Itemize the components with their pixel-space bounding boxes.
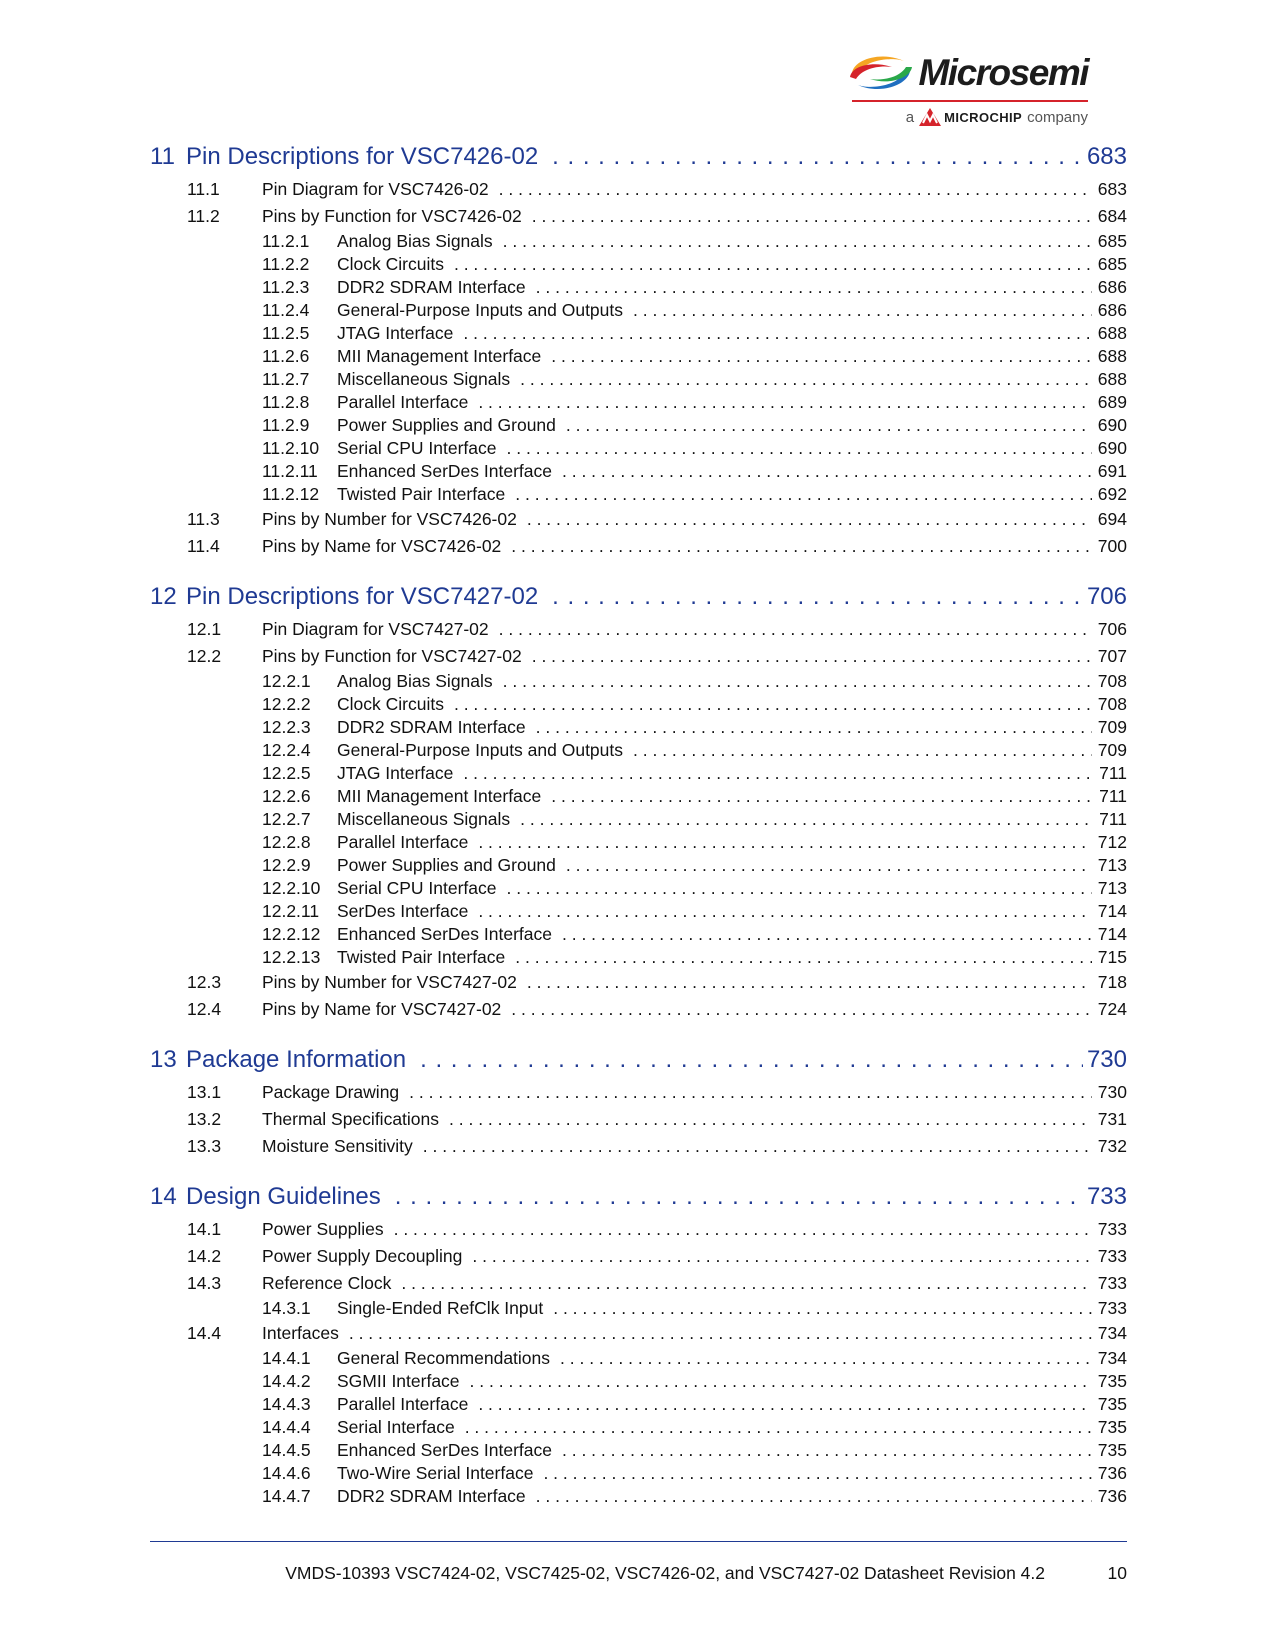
dot-leader (423, 1133, 1092, 1160)
subsection-page-number: 736 (1097, 1463, 1127, 1483)
subsection-number: 12.2.11 (262, 901, 320, 921)
subsection-page-number: 735 (1097, 1394, 1127, 1414)
dot-leader (515, 483, 1092, 506)
subsection-number: 12.2.7 (262, 809, 311, 829)
section-number: 12.1 (187, 619, 222, 639)
subsection-title: Parallel Interface (337, 392, 469, 412)
toc-section-link[interactable] (150, 1320, 1127, 1347)
dot-leader (478, 391, 1091, 414)
chapter-title: Pin Descriptions for VSC7426-02 (186, 143, 539, 170)
microchip-icon (919, 108, 941, 126)
toc-chapter-link[interactable] (150, 1178, 1127, 1216)
subsection-number: 12.2.12 (262, 924, 321, 944)
dot-leader (562, 923, 1092, 946)
dot-leader (511, 533, 1092, 560)
dot-leader (449, 1106, 1092, 1133)
subsection-number: 11.2.10 (262, 438, 320, 458)
footer-document-title: VMDS-10393 VSC7424-02, VSC7425-02, VSC7426-02, and VSC7427-02 Datasheet Revision 4.2 (285, 1563, 1045, 1583)
dot-leader (454, 253, 1092, 276)
subsection-title: JTAG Interface (337, 763, 454, 783)
section-number: 12.4 (187, 999, 222, 1019)
toc-section-link[interactable] (150, 1216, 1127, 1243)
toc-subsection-link[interactable] (150, 1297, 1127, 1320)
section-number: 11.1 (187, 179, 220, 199)
subsection-page-number: 735 (1097, 1440, 1127, 1460)
subsection-title: Parallel Interface (337, 1394, 469, 1414)
chapter-page-number: 706 (1086, 583, 1127, 610)
section-page-number: 718 (1097, 972, 1127, 992)
subsection-number: 11.2.6 (262, 346, 310, 366)
subsection-page-number: 685 (1097, 254, 1127, 274)
subsection-page-number: 736 (1097, 1486, 1127, 1506)
dot-leader (532, 203, 1092, 230)
subsection-page-number: 712 (1097, 832, 1127, 852)
subsection-number: 14.4.2 (262, 1371, 311, 1391)
subsection-number: 12.2.10 (262, 878, 321, 898)
subsection-title: Enhanced SerDes Interface (337, 924, 552, 944)
subsection-title: Parallel Interface (337, 832, 469, 852)
dot-leader (511, 996, 1092, 1023)
dot-leader (503, 230, 1092, 253)
chapter-page-number: 730 (1086, 1046, 1127, 1073)
dot-leader (463, 762, 1093, 785)
toc-subsection-link[interactable] (150, 1462, 1127, 1485)
toc-subsection-link[interactable] (150, 900, 1127, 923)
dot-leader (349, 1320, 1092, 1347)
subsection-number: 12.2.13 (262, 947, 321, 967)
dot-leader (499, 176, 1092, 203)
chapter-number: 11 (150, 143, 175, 170)
section-title: Power Supplies (262, 1219, 384, 1239)
dot-leader (551, 785, 1093, 808)
subsection-page-number: 708 (1097, 694, 1127, 714)
subsection-page-number: 688 (1097, 346, 1127, 366)
toc-section-link[interactable] (150, 969, 1127, 996)
table-of-contents (150, 138, 1127, 1526)
subsection-title: DDR2 SDRAM Interface (337, 277, 526, 297)
dot-leader (503, 670, 1092, 693)
toc-chapter-link[interactable] (150, 578, 1127, 616)
section-number: 13.2 (187, 1109, 222, 1129)
subsection-title: SGMII Interface (337, 1371, 460, 1391)
subsection-page-number: 715 (1097, 947, 1127, 967)
chapter-title: Pin Descriptions for VSC7427-02 (186, 583, 539, 610)
subsection-page-number: 735 (1097, 1417, 1127, 1437)
subsection-title: Single-Ended RefClk Input (337, 1298, 544, 1318)
dot-leader (499, 616, 1092, 643)
subsection-number: 11.2.4 (262, 300, 310, 320)
subsection-number: 14.4.1 (262, 1348, 311, 1368)
subsection-page-number: 734 (1097, 1348, 1127, 1368)
toc-subsection-link[interactable] (150, 693, 1127, 716)
subsection-number: 12.2.1 (262, 671, 311, 691)
toc-chapter (150, 138, 1127, 560)
section-title: Pins by Name for VSC7426-02 (262, 536, 502, 556)
subsection-title: SerDes Interface (337, 901, 469, 921)
section-title: Pin Diagram for VSC7426-02 (262, 179, 489, 199)
subsection-title: Analog Bias Signals (337, 671, 493, 691)
section-page-number: 683 (1097, 179, 1127, 199)
subsection-page-number: 735 (1097, 1371, 1127, 1391)
chapter-number: 14 (150, 1183, 177, 1210)
subsection-number: 11.2.12 (262, 484, 320, 504)
subsection-number: 11.2.5 (262, 323, 310, 343)
toc-subsection-link[interactable] (150, 877, 1127, 900)
subsection-page-number: 714 (1097, 924, 1127, 944)
subsection-number: 11.2.11 (262, 461, 318, 481)
dot-leader (551, 345, 1092, 368)
subsection-page-number: 711 (1099, 786, 1127, 806)
toc-section-link[interactable] (150, 203, 1127, 230)
subsection-page-number: 689 (1097, 392, 1127, 412)
subsection-title: Two-Wire Serial Interface (337, 1463, 534, 1483)
dot-leader (562, 460, 1092, 483)
section-title: Interfaces (262, 1323, 339, 1343)
subsection-number: 12.2.6 (262, 786, 311, 806)
section-page-number: 707 (1097, 646, 1127, 666)
toc-section-link[interactable] (150, 616, 1127, 643)
section-title: Pins by Name for VSC7427-02 (262, 999, 502, 1019)
section-title: Reference Clock (262, 1273, 392, 1293)
section-page-number: 732 (1097, 1136, 1127, 1156)
dot-leader (472, 1243, 1091, 1270)
chapter-title: Design Guidelines (186, 1183, 381, 1210)
section-number: 14.1 (187, 1219, 222, 1239)
dot-leader (507, 877, 1092, 900)
subsection-page-number: 711 (1099, 809, 1127, 829)
brand-name: Microsemi (918, 52, 1088, 93)
subsection-title: Enhanced SerDes Interface (337, 461, 552, 481)
toc-subsection-link[interactable] (150, 670, 1127, 693)
dot-leader (633, 299, 1092, 322)
toc-section-link[interactable] (150, 1106, 1127, 1133)
chapter-page-number: 733 (1086, 1183, 1127, 1210)
section-title: Pins by Function for VSC7427-02 (262, 646, 522, 666)
dot-leader (478, 831, 1091, 854)
subsection-page-number: 692 (1097, 484, 1127, 504)
toc-chapter-link[interactable] (150, 1041, 1127, 1079)
subsection-title: MII Management Interface (337, 346, 542, 366)
toc-section-link[interactable] (150, 1133, 1127, 1160)
subsection-number: 14.4.7 (262, 1486, 311, 1506)
subsection-page-number: 713 (1097, 878, 1127, 898)
microsemi-swirl-icon (848, 53, 914, 93)
subsection-number: 11.2.1 (262, 231, 310, 251)
dot-leader (543, 1462, 1091, 1485)
section-page-number: 733 (1097, 1219, 1127, 1239)
toc-section-link[interactable] (150, 1270, 1127, 1297)
dot-leader (394, 1216, 1092, 1243)
subsection-number: 14.4.6 (262, 1463, 311, 1483)
toc-chapter-link[interactable] (150, 138, 1127, 176)
section-title: Power Supply Decoupling (262, 1246, 463, 1266)
section-number: 14.2 (187, 1246, 222, 1266)
toc-section-link[interactable] (150, 176, 1127, 203)
dot-leader (536, 716, 1092, 739)
subsection-title: Serial CPU Interface (337, 438, 497, 458)
toc-subsection-link[interactable] (150, 276, 1127, 299)
footer-divider (150, 1541, 1127, 1542)
section-number: 12.3 (187, 972, 222, 992)
toc-section-link[interactable] (150, 506, 1127, 533)
section-page-number: 706 (1097, 619, 1127, 639)
subsection-title: Miscellaneous Signals (337, 369, 511, 389)
logo-divider (852, 100, 1088, 102)
section-number: 13.3 (187, 1136, 222, 1156)
subsection-page-number: 686 (1097, 277, 1127, 297)
section-page-number: 733 (1097, 1273, 1127, 1293)
section-title: Pins by Number for VSC7427-02 (262, 972, 517, 992)
toc-subsection-link[interactable] (150, 299, 1127, 322)
subsection-page-number: 733 (1097, 1298, 1127, 1318)
toc-section-link[interactable] (150, 996, 1127, 1023)
section-title: Thermal Specifications (262, 1109, 440, 1129)
subsection-title: Miscellaneous Signals (337, 809, 511, 829)
chapter-number: 13 (150, 1046, 177, 1073)
toc-subsection-link[interactable] (150, 808, 1127, 831)
subsection-title: General Recommendations (337, 1348, 551, 1368)
toc-subsection-link[interactable] (150, 391, 1127, 414)
tagline-prefix: a (905, 108, 915, 126)
subsection-title: Serial CPU Interface (337, 878, 497, 898)
toc-section-link[interactable] (150, 533, 1127, 560)
section-number: 14.4 (187, 1323, 222, 1343)
toc-subsection-link[interactable] (150, 368, 1127, 391)
toc-subsection-link[interactable] (150, 414, 1127, 437)
subsection-title: Clock Circuits (337, 694, 444, 714)
subsection-title: DDR2 SDRAM Interface (337, 1486, 526, 1506)
section-title: Pin Diagram for VSC7427-02 (262, 619, 489, 639)
toc-subsection-link[interactable] (150, 1393, 1127, 1416)
section-title: Pins by Number for VSC7426-02 (262, 509, 517, 529)
subsection-number: 11.2.8 (262, 392, 310, 412)
subsection-page-number: 690 (1097, 438, 1127, 458)
toc-subsection-link[interactable] (150, 253, 1127, 276)
section-page-number: 724 (1097, 999, 1127, 1019)
section-number: 11.4 (187, 536, 220, 556)
toc-subsection-link[interactable] (150, 946, 1127, 969)
microsemi-logo (848, 52, 1088, 134)
dot-leader (465, 1416, 1092, 1439)
toc-subsection-link[interactable] (150, 785, 1127, 808)
section-page-number: 700 (1097, 536, 1127, 556)
subsection-page-number: 708 (1097, 671, 1127, 691)
toc-section-link[interactable] (150, 1243, 1127, 1270)
section-title: Moisture Sensitivity (262, 1136, 413, 1156)
toc-chapter (150, 578, 1127, 1023)
dot-leader (552, 138, 1083, 176)
dot-leader (420, 1041, 1083, 1079)
subsection-number: 14.4.4 (262, 1417, 311, 1437)
dot-leader (562, 1439, 1092, 1462)
section-title: Pins by Function for VSC7426-02 (262, 206, 522, 226)
subsection-page-number: 714 (1097, 901, 1127, 921)
brand-tagline (906, 108, 1088, 126)
dot-leader (566, 854, 1092, 877)
subsection-number: 14.3.1 (262, 1298, 311, 1318)
toc-chapter (150, 1178, 1127, 1508)
subsection-title: MII Management Interface (337, 786, 542, 806)
subsection-title: General-Purpose Inputs and Outputs (337, 300, 624, 320)
toc-subsection-link[interactable] (150, 1416, 1127, 1439)
subsection-number: 12.2.4 (262, 740, 311, 760)
section-number: 14.3 (187, 1273, 222, 1293)
toc-subsection-link[interactable] (150, 1370, 1127, 1393)
subsection-number: 14.4.3 (262, 1394, 311, 1414)
subsection-number: 12.2.9 (262, 855, 311, 875)
section-number: 11.2 (187, 206, 220, 226)
subsection-title: Power Supplies and Ground (337, 855, 556, 875)
toc-subsection-link[interactable] (150, 1439, 1127, 1462)
toc-chapter (150, 1041, 1127, 1160)
section-page-number: 733 (1097, 1246, 1127, 1266)
dot-leader (520, 368, 1092, 391)
dot-leader (478, 1393, 1091, 1416)
section-page-number: 694 (1097, 509, 1127, 529)
subsection-number: 12.2.2 (262, 694, 311, 714)
dot-leader (553, 1297, 1092, 1320)
subsection-page-number: 691 (1097, 461, 1127, 481)
toc-subsection-link[interactable] (150, 762, 1127, 785)
section-page-number: 734 (1097, 1323, 1127, 1343)
subsection-number: 11.2.2 (262, 254, 310, 274)
toc-subsection-link[interactable] (150, 923, 1127, 946)
toc-subsection-link[interactable] (150, 230, 1127, 253)
dot-leader (463, 322, 1091, 345)
subsection-number: 11.2.3 (262, 277, 310, 297)
chapter-title: Package Information (186, 1046, 407, 1073)
chapter-page-number: 683 (1086, 143, 1127, 170)
subsection-number: 12.2.3 (262, 717, 311, 737)
section-page-number: 731 (1097, 1109, 1127, 1129)
dot-leader (560, 1347, 1092, 1370)
section-number: 13.1 (187, 1082, 222, 1102)
toc-subsection-link[interactable] (150, 460, 1127, 483)
subsection-page-number: 686 (1097, 300, 1127, 320)
subsection-title: Analog Bias Signals (337, 231, 493, 251)
section-number: 12.2 (187, 646, 222, 666)
subsection-page-number: 688 (1097, 369, 1127, 389)
subsection-page-number: 685 (1097, 231, 1127, 251)
dot-leader (536, 276, 1092, 299)
subsection-page-number: 711 (1099, 763, 1127, 783)
dot-leader (395, 1178, 1083, 1216)
subsection-number: 12.2.5 (262, 763, 311, 783)
toc-subsection-link[interactable] (150, 483, 1127, 506)
subsection-title: JTAG Interface (337, 323, 454, 343)
subsection-page-number: 688 (1097, 323, 1127, 343)
dot-leader (470, 1370, 1092, 1393)
dot-leader (527, 969, 1092, 996)
subsection-number: 11.2.7 (262, 369, 310, 389)
section-title: Package Drawing (262, 1082, 400, 1102)
subsection-title: Power Supplies and Ground (337, 415, 556, 435)
toc-subsection-link[interactable] (150, 345, 1127, 368)
toc-subsection-link[interactable] (150, 831, 1127, 854)
dot-leader (532, 643, 1092, 670)
section-page-number: 684 (1097, 206, 1127, 226)
toc-subsection-link[interactable] (150, 739, 1127, 762)
dot-leader (515, 946, 1092, 969)
toc-subsection-link[interactable] (150, 854, 1127, 877)
dot-leader (566, 414, 1092, 437)
section-number: 11.3 (187, 509, 220, 529)
subsection-number: 11.2.9 (262, 415, 310, 435)
dot-leader (401, 1270, 1091, 1297)
dot-leader (478, 900, 1091, 923)
subsection-title: Serial Interface (337, 1417, 455, 1437)
subsection-title: Clock Circuits (337, 254, 444, 274)
dot-leader (633, 739, 1092, 762)
subsection-page-number: 713 (1097, 855, 1127, 875)
subsection-title: Twisted Pair Interface (337, 947, 506, 967)
subsection-title: DDR2 SDRAM Interface (337, 717, 526, 737)
toc-subsection-link[interactable] (150, 1347, 1127, 1370)
dot-leader (454, 693, 1092, 716)
footer-page-number: 10 (1107, 1563, 1127, 1583)
dot-leader (409, 1079, 1092, 1106)
toc-subsection-link[interactable] (150, 1485, 1127, 1508)
toc-subsection-link[interactable] (150, 322, 1127, 345)
subsection-number: 14.4.5 (262, 1440, 311, 1460)
chapter-number: 12 (150, 583, 177, 610)
subsection-title: General-Purpose Inputs and Outputs (337, 740, 624, 760)
dot-leader (507, 437, 1092, 460)
dot-leader (552, 578, 1083, 616)
subsection-page-number: 690 (1097, 415, 1127, 435)
parent-company: MICROCHIP (944, 109, 1023, 125)
tagline-suffix: company (1027, 108, 1088, 126)
dot-leader (536, 1485, 1092, 1508)
subsection-page-number: 709 (1097, 740, 1127, 760)
toc-section-link[interactable] (150, 643, 1127, 670)
toc-subsection-link[interactable] (150, 716, 1127, 739)
section-page-number: 730 (1097, 1082, 1127, 1102)
subsection-title: Twisted Pair Interface (337, 484, 506, 504)
subsection-number: 12.2.8 (262, 832, 311, 852)
toc-subsection-link[interactable] (150, 437, 1127, 460)
dot-leader (527, 506, 1092, 533)
toc-section-link[interactable] (150, 1079, 1127, 1106)
subsection-title: Enhanced SerDes Interface (337, 1440, 552, 1460)
dot-leader (520, 808, 1093, 831)
subsection-page-number: 709 (1097, 717, 1127, 737)
